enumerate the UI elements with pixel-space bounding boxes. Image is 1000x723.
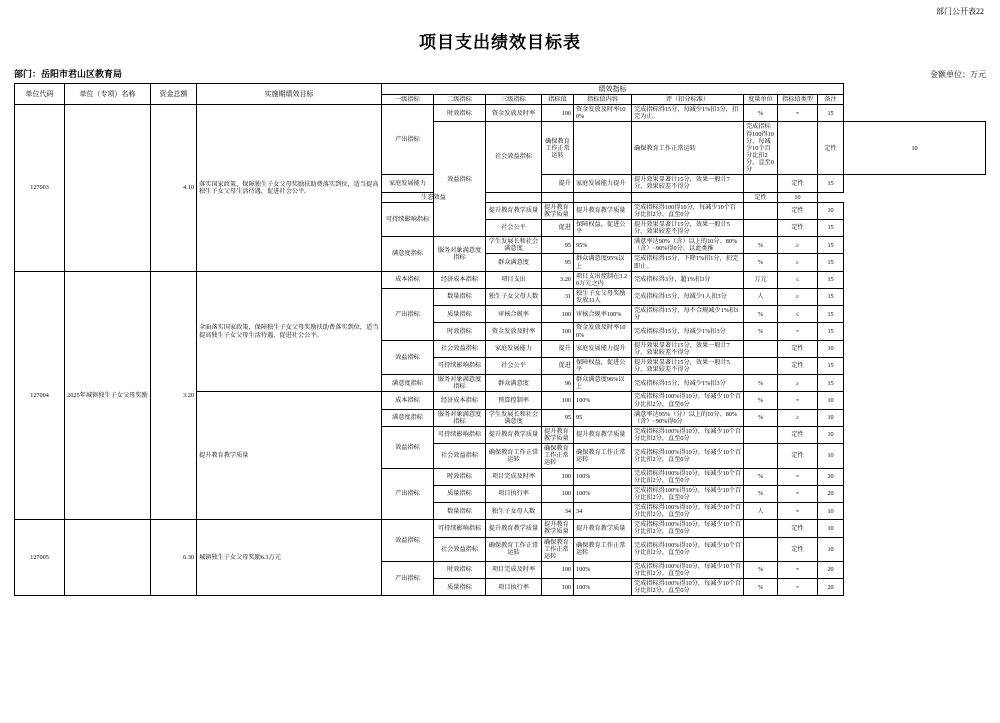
- cell-remark: 15: [818, 288, 844, 305]
- cell-value-type: ≤: [778, 271, 818, 288]
- cell-level2: 可持续影响指标: [382, 202, 434, 237]
- cell-score: 完成指标得100得10分，每减少10个百分比扣2分，直至0分: [632, 202, 744, 219]
- cell-level3: 审核合规率: [486, 306, 542, 323]
- department-label: 部门：岳阳市君山区教育局: [14, 69, 123, 79]
- cell-value-content: 保障权益，促进公平: [574, 357, 632, 374]
- cell-level2: 数量指标: [434, 503, 486, 520]
- cell-value-content: 资金发放及时率100%: [574, 105, 632, 122]
- cell-remark: 20: [818, 485, 844, 502]
- cell-level2: 社会效益指标: [434, 340, 486, 357]
- cell-value-type: 定性: [778, 537, 818, 561]
- cell-measure: %: [744, 254, 778, 271]
- cell-level2: 质量指标: [434, 579, 486, 596]
- cell-remark: 15: [818, 254, 844, 271]
- cell-level1: 产出指标: [382, 468, 434, 520]
- cell-measure: [744, 426, 778, 443]
- cell-measure: %: [744, 579, 778, 596]
- cell-level2: 时效指标: [434, 468, 486, 485]
- col-level2: 二级指标: [434, 95, 486, 105]
- cell-score: 完成指标得100得10分，每减少10个百分比扣2分，直至0分: [744, 122, 778, 175]
- cell-value: 96: [542, 375, 574, 392]
- cell-remark: 15: [818, 357, 844, 374]
- cell-level1: 产出指标: [382, 105, 434, 175]
- cell-level3: 学生发展长和社会满意度: [486, 237, 542, 254]
- cell-measure: %: [744, 323, 778, 340]
- cell-value-type: =: [778, 503, 818, 520]
- table-row: [15, 105, 986, 122]
- cell-value-content: 34: [574, 503, 632, 520]
- cell-unit-name: 2025年城镇独生子女父母奖励: [65, 271, 151, 520]
- cell-score: 完成指标得100%得10分，每减少10个百分比扣2分，直至0分: [632, 520, 744, 537]
- cell-value-content: 独生子女父母奖励发放31人: [574, 288, 632, 305]
- cell-value: 34: [542, 503, 574, 520]
- cell-level2: 可持续影响指标: [434, 520, 486, 537]
- cell-value: 确保教育工作正常运转: [542, 444, 574, 468]
- cell-level2: 生态效益: [382, 192, 486, 202]
- table-body: [15, 105, 986, 596]
- cell-value-content: 审核合规率100%: [574, 306, 632, 323]
- cell-remark: 15: [818, 271, 844, 288]
- cell-level2: 服务对象满意度指标: [434, 409, 486, 426]
- cell-value-content: 群众满意度96%以上: [574, 375, 632, 392]
- cell-value-content: 家庭发展能力提升: [574, 340, 632, 357]
- cell-value: 确保教育工作正常运转: [542, 537, 574, 561]
- cell-value-type: =: [778, 468, 818, 485]
- cell-remark: 15: [818, 105, 844, 122]
- cell-value-content: 提升教育教学质量: [574, 202, 632, 219]
- cell-level2: 可持续影响指标: [434, 426, 486, 443]
- meta-row: [14, 67, 986, 80]
- cell-level2: 经济成本指标: [434, 271, 486, 288]
- cell-level2: 服务对象满意度指标: [434, 375, 486, 392]
- cell-value-type: 定性: [744, 192, 778, 202]
- cell-remark: 15: [818, 375, 844, 392]
- cell-value-content: 确保教育工作正常运转: [574, 537, 632, 561]
- cell-level3: 预算控制率: [486, 392, 542, 409]
- cell-level3: 确保教育工作正常运转: [542, 122, 574, 175]
- cell-value-type: =: [778, 485, 818, 502]
- col-value-type: 指标值类型: [778, 95, 818, 105]
- cell-level1: 满意度指标: [382, 409, 434, 426]
- cell-level1: 产出指标: [382, 288, 434, 340]
- cell-goal: 全面落实国家政策，保障独生子女父母奖励扶助费落实到位，适当提高独生子女父母生活待遇，促进社会公平。: [197, 271, 382, 392]
- cell-remark: 10: [818, 537, 844, 561]
- cell-value-content: 100%: [574, 485, 632, 502]
- col-goal: 实施期绩效目标: [197, 84, 382, 105]
- cell-level3: 项目支出: [486, 271, 542, 288]
- cell-score: 完成指标得100%得10分，每减少10个百分比扣2分，直至0分: [632, 426, 744, 443]
- cell-level1: 成本指标: [382, 392, 434, 409]
- col-amount: 资金总额: [151, 84, 197, 105]
- cell-value-type: 定性: [778, 340, 818, 357]
- cell-measure: %: [744, 375, 778, 392]
- cell-level3: 家庭发展能力: [486, 340, 542, 357]
- cell-value: [574, 122, 632, 175]
- cell-value-type: 定性: [778, 520, 818, 537]
- cell-value-content: 100%: [574, 561, 632, 578]
- cell-level1: 效益指标: [434, 122, 486, 237]
- cell-level2: 时效指标: [434, 561, 486, 578]
- col-level1: 一级指标: [382, 95, 434, 105]
- cell-remark: 15: [818, 175, 844, 192]
- cell-remark: 10: [818, 444, 844, 468]
- cell-measure: %: [744, 306, 778, 323]
- cell-amount: 4.10: [151, 105, 197, 272]
- cell-score: 完成指标得15分，每不合规减少1%扣3分: [632, 306, 744, 323]
- cell-measure: %: [744, 105, 778, 122]
- cell-score: 完成指标得100%得10分，每减少10个百分比扣2分，直至0分: [632, 485, 744, 502]
- cell-remark: 15: [818, 237, 844, 254]
- cell-value-content: 确保教育工作正常运转: [632, 122, 744, 175]
- cell-measure: %: [744, 468, 778, 485]
- cell-value: 100: [542, 579, 574, 596]
- cell-score: 提升效果显著计15分，效果一般计5分，效果较差不得分: [632, 357, 744, 374]
- cell-value: 100: [542, 485, 574, 502]
- amount-unit-label: 金额单位：万元: [930, 70, 986, 79]
- cell-value: 95: [542, 409, 574, 426]
- cell-value: 100: [542, 468, 574, 485]
- cell-value-content: 95: [574, 409, 632, 426]
- cell-remark: 15: [818, 323, 844, 340]
- cell-value: 提升教育教学质量: [542, 202, 574, 219]
- cell-score: 提升效果显著计15分，效果一般计5分，效果较差不得分: [632, 219, 744, 236]
- cell-level2: 时效指标: [434, 105, 486, 122]
- cell-remark: 10: [778, 192, 818, 202]
- cell-value: 促进: [542, 219, 574, 236]
- cell-level3: 群众满意度: [486, 375, 542, 392]
- cell-score: 完成指标得100%得10分，每减少10个百分比扣2分，直至0分: [632, 503, 744, 520]
- cell-level3: 提升教育教学质量: [486, 520, 542, 537]
- cell-measure: %: [744, 561, 778, 578]
- cell-remark: 15: [818, 306, 844, 323]
- cell-value-type: 定性: [778, 202, 818, 219]
- form-number: 部门公开表22: [936, 7, 984, 16]
- cell-level1: 产出指标: [382, 561, 434, 596]
- cell-remark: 15: [818, 219, 844, 236]
- cell-remark: 10: [818, 426, 844, 443]
- cell-value-content: 提升教育教学质量: [574, 426, 632, 443]
- cell-score: [574, 192, 632, 202]
- cell-value-content: 项目支出控制在3.20万元之内: [574, 271, 632, 288]
- cell-value: 95: [542, 254, 574, 271]
- cell-goal: 城镇独生子女父母奖励6.3万元: [197, 520, 382, 596]
- cell-value-type: 定性: [778, 444, 818, 468]
- cell-score: 完成指标得15分，每减少1%扣3分，扣完为止。: [632, 105, 744, 122]
- cell-measure: [744, 444, 778, 468]
- cell-measure: [744, 175, 778, 192]
- cell-level2: 社会效益指标: [486, 122, 542, 192]
- cell-value-type: ≥: [778, 375, 818, 392]
- cell-remark: 10: [844, 122, 986, 175]
- cell-value-content: 资金发放及时率100%: [574, 323, 632, 340]
- cell-measure: [744, 537, 778, 561]
- cell-score: 完成指标得15分，每减少1%扣3分: [632, 375, 744, 392]
- cell-value: 3.20: [542, 271, 574, 288]
- cell-value-type: =: [778, 561, 818, 578]
- cell-score: 完成指标得100%得10分，每减少10个百分比扣2分，直至0分: [632, 537, 744, 561]
- cell-level3: 确保教育工作正常运转: [486, 444, 542, 468]
- cell-level2: 时效指标: [434, 323, 486, 340]
- cell-score: 提升效果显著计15分，效果一般计7分，效果较差不得分: [632, 340, 744, 357]
- cell-level3: 独生子女母人数: [486, 503, 542, 520]
- cell-score: 满意率达95%（分）以上的10分、80%（含）~90%得0分: [632, 409, 744, 426]
- cell-value-type: 定性: [778, 426, 818, 443]
- cell-value-content: 100%: [574, 468, 632, 485]
- cell-level2: 质量指标: [434, 485, 486, 502]
- cell-score: 完成指标得100%得10分，每减少10个百分比扣2分，直至0分: [632, 579, 744, 596]
- cell-value-content: 95%: [574, 237, 632, 254]
- cell-level2: 数量指标: [434, 288, 486, 305]
- table-row: [15, 520, 986, 537]
- cell-value-type: 定性: [778, 219, 818, 236]
- cell-score: 提升效果显著计15分，效果一般计7分，效果较差不得分: [632, 175, 744, 192]
- col-unit-code: 单位代码: [15, 84, 65, 105]
- page-title: 项目支出绩效目标表: [419, 33, 581, 52]
- cell-level3: 项目执行率: [486, 579, 542, 596]
- cell-level1: 满意度指标: [382, 375, 434, 392]
- cell-value-content: 100%: [574, 579, 632, 596]
- col-value: 指标值: [542, 95, 574, 105]
- cell-remark: 10: [818, 202, 844, 219]
- cell-value-type: ≥: [778, 237, 818, 254]
- cell-value-content: 100%: [574, 392, 632, 409]
- cell-measure: [744, 219, 778, 236]
- cell-remark: 10: [818, 520, 844, 537]
- cell-level3: 群众满意度: [486, 254, 542, 271]
- cell-level3: 提升教育教学质量: [486, 426, 542, 443]
- cell-value-type: =: [778, 323, 818, 340]
- cell-measure: [744, 202, 778, 219]
- cell-value-type: ≥: [778, 254, 818, 271]
- cell-value: 提升教育教学质量: [542, 520, 574, 537]
- cell-level3: 资金发放及时率: [486, 323, 542, 340]
- cell-value-type: 定性: [818, 122, 844, 175]
- cell-remark: 10: [818, 340, 844, 357]
- cell-remark: 20: [818, 468, 844, 485]
- cell-measure: 万元: [744, 271, 778, 288]
- col-remark: 备注: [818, 95, 844, 105]
- cell-score: 完成指标得3分，超1%扣3分: [632, 271, 744, 288]
- cell-measure: %: [744, 485, 778, 502]
- cell-value-content: [542, 192, 574, 202]
- cell-measure: [632, 192, 744, 202]
- cell-level1: 效益指标: [382, 426, 434, 468]
- cell-level3: 社会公平: [486, 219, 542, 236]
- cell-level3: 项目执行率: [486, 485, 542, 502]
- cell-value-content: 群众满意度95%以上: [574, 254, 632, 271]
- cell-value-content: 确保教育工作正常运转: [574, 444, 632, 468]
- cell-value-type: =: [778, 392, 818, 409]
- cell-amount: 3.20: [151, 271, 197, 520]
- cell-level1: 效益指标: [382, 520, 434, 562]
- cell-level3: 项目完成及时率: [486, 468, 542, 485]
- col-measure: 度量单位: [744, 95, 778, 105]
- cell-score: 完成指标得100%得10分，每减少10个百分比扣2分，直至0分: [632, 468, 744, 485]
- cell-level1: 满意度指标: [382, 237, 434, 272]
- cell-measure: [778, 122, 818, 175]
- cell-level3: 资金发放及时率: [486, 105, 542, 122]
- cell-level3: 家庭发展能力: [382, 175, 434, 192]
- cell-unit-code: 127003: [15, 105, 65, 272]
- col-performance-group: 绩效指标: [382, 84, 844, 95]
- cell-value-type: =: [778, 579, 818, 596]
- col-level3: 三级指标: [486, 95, 542, 105]
- cell-goal: 提升教育教学质量: [197, 392, 382, 520]
- cell-value: 促进: [542, 357, 574, 374]
- cell-level1: 效益指标: [382, 340, 434, 375]
- cell-value: 提升教育教学质量: [542, 426, 574, 443]
- cell-level2: 社会效益指标: [434, 444, 486, 468]
- cell-value: 31: [542, 288, 574, 305]
- cell-level3: 社会公平: [486, 357, 542, 374]
- cell-level2: 质量指标: [434, 306, 486, 323]
- cell-score: 满意率达90%（含）以上的10分、80%（含）~90%得0分、以此类推: [632, 237, 744, 254]
- cell-level2: 可持续影响指标: [434, 357, 486, 374]
- cell-remark: 20: [818, 579, 844, 596]
- cell-value: 提升: [542, 175, 574, 192]
- cell-value-type: 定性: [778, 357, 818, 374]
- cell-value: 100: [542, 561, 574, 578]
- cell-measure: %: [744, 392, 778, 409]
- cell-score: 完成指标得100%得10分，每减少10个百分比扣2分，直至0分: [632, 561, 744, 578]
- cell-level3: 项目完成及时率: [486, 561, 542, 578]
- cell-unit-name: [65, 520, 151, 596]
- cell-measure: %: [744, 409, 778, 426]
- cell-value-type: ≤: [778, 306, 818, 323]
- cell-level3: 确保教育工作正常运转: [486, 537, 542, 561]
- cell-goal: 落实国家政策，保障独生子女父母奖励扶助费落实到位，适当提高独生子女父母生活待遇，促进社会公平。: [197, 105, 382, 272]
- cell-remark: 10: [818, 409, 844, 426]
- cell-unit-code: 127004: [15, 271, 65, 520]
- cell-value: 100: [542, 323, 574, 340]
- cell-value-type: ≥: [778, 288, 818, 305]
- cell-score: 完成指标得15分，下降1%扣1分，扣完即止。: [632, 254, 744, 271]
- cell-measure: 人: [744, 503, 778, 520]
- table-row: [15, 271, 986, 288]
- cell-measure: [744, 340, 778, 357]
- cell-value: 100: [542, 392, 574, 409]
- cell-remark: 10: [818, 503, 844, 520]
- cell-measure: [744, 520, 778, 537]
- cell-remark: 20: [818, 561, 844, 578]
- cell-value-type: =: [778, 105, 818, 122]
- cell-level2: 服务对象满意度指标: [434, 237, 486, 272]
- cell-score: 完成指标得100%得10分，每减少10个百分比扣2分，直至0分: [632, 392, 744, 409]
- cell-value-type: 定性: [778, 175, 818, 192]
- cell-level2: 经济成本指标: [434, 392, 486, 409]
- cell-level3: 学生发展长和社会满意度: [486, 409, 542, 426]
- cell-amount: 6.30: [151, 520, 197, 596]
- cell-measure: [744, 357, 778, 374]
- col-value-content: 指标值内容: [574, 95, 632, 105]
- cell-value: 提升: [542, 340, 574, 357]
- cell-level3: 独生子女父母人数: [486, 288, 542, 305]
- cell-level2: 社会效益指标: [434, 537, 486, 561]
- cell-unit-code: 127005: [15, 520, 65, 596]
- cell-value-content: 保障权益，促进公平: [574, 219, 632, 236]
- cell-measure: %: [744, 237, 778, 254]
- cell-score: 完成指标得15分，每减少1%扣3分: [632, 323, 744, 340]
- col-unit-name: 单位（专项）名称: [65, 84, 151, 105]
- cell-score: 完成指标得15分，每减少1人扣3分: [632, 288, 744, 305]
- cell-level3: 提升教育教学质量: [486, 202, 542, 219]
- cell-value: 100: [542, 306, 574, 323]
- cell-value: [486, 192, 542, 202]
- cell-measure: 人: [744, 288, 778, 305]
- col-score: 评（扣分标准）: [632, 95, 744, 105]
- cell-value-content: 家庭发展能力提升: [574, 175, 632, 192]
- table-header-row-1: [15, 84, 986, 95]
- cell-level1: 成本指标: [382, 271, 434, 288]
- cell-score: 完成指标得100%得10分，每减少10个百分比扣2分，直至0分: [632, 444, 744, 468]
- cell-remark: 10: [818, 392, 844, 409]
- cell-value: 95: [542, 237, 574, 254]
- cell-value-type: ≥: [778, 409, 818, 426]
- cell-unit-name: [65, 105, 151, 272]
- performance-table: [14, 83, 986, 596]
- cell-value: 100: [542, 105, 574, 122]
- cell-value-content: 提升教育教学质量: [574, 520, 632, 537]
